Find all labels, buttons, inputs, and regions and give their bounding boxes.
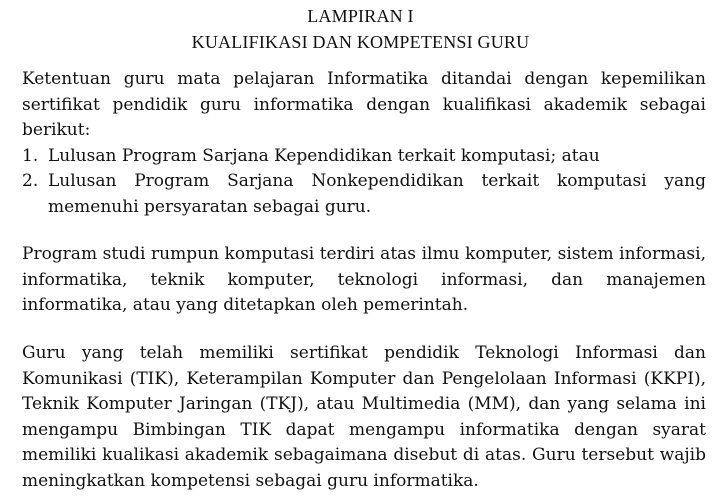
paragraph-qualification-intro: Ketentuan guru mata pelajaran Informatika ditandai dengan kepemilikan sertifikat pendidik guru informatika dengan kualifikasi akademik sebagai berikut: bbox=[22, 69, 706, 140]
paragraph-tik-teachers: Guru yang telah memiliki sertifikat pendidik Teknologi Informasi dan Komunikasi (TIK), Keterampilan Komputer dan Pengelolaan Informasi (KKPI), Teknik Komputer Jaringan (TKJ), atau Multimedia (MM), dan yang selama ini mengampu Bimbingan TIK dapat mengampu informatika dengan syarat memiliki kualikasi akademik sebagaimana disebut di atas. Guru tersebut wajib meningkatkan kompetensi sebagai guru informatika. bbox=[22, 343, 706, 491]
list-item-text: Lulusan Program Sarjana Nonkependidikan terkait komputasi yang memenuhi persyaratan sebagai guru. bbox=[48, 171, 706, 217]
list-item bbox=[22, 144, 706, 170]
list-item-number: 1. bbox=[22, 145, 39, 166]
qualification-list bbox=[22, 144, 706, 221]
appendix-subtitle: KUALIFIKASI DAN KOMPETENSI GURU bbox=[191, 32, 530, 52]
list-item-text: Lulusan Program Sarjana Kependidikan terkait komputasi; atau bbox=[48, 145, 600, 166]
paragraph-study-programs: Program studi rumpun komputasi terdiri atas ilmu komputer, sistem informasi, informatika, teknik komputer, teknologi informasi, dan manajemen informatika, atau yang ditetapkan oleh pemerintah. bbox=[22, 244, 706, 315]
appendix-title: LAMPIRAN I bbox=[307, 6, 414, 26]
list-item bbox=[22, 169, 706, 220]
list-item-number: 2. bbox=[22, 171, 39, 191]
